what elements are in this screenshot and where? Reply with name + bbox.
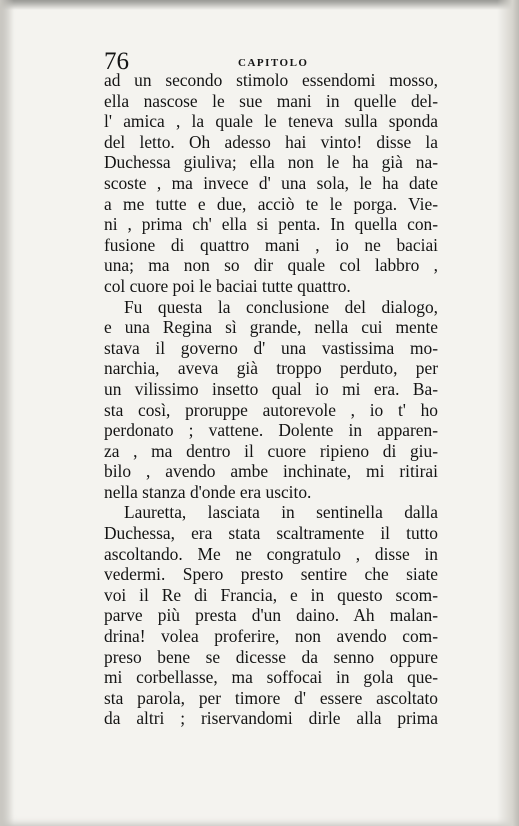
text-line: ascoltando. Me ne congratulo , disse in [104,543,438,564]
text-line: drina! volea proferire, non avendo com- [104,626,438,647]
text-line: da altri ; riservandomi dirle alla prima [104,708,438,729]
paragraph [104,70,438,297]
paragraph [104,297,438,503]
text-line: perdonato ; vattene. Dolente in apparen- [104,420,438,441]
text-line: Duchessa giuliva; ella non le ha già na- [104,152,438,173]
text-line: a me tutte e due, acciò te le porga. Vie- [104,193,438,214]
text-line: stava il governo d' una vastissima mo- [104,337,438,358]
text-line: l' amica , la quale le teneva sulla sponda [104,111,438,132]
paragraph [104,502,438,729]
page-gutter-shadow [0,0,14,826]
text-line: Lauretta, lasciata in sentinella dalla [124,502,438,523]
text-line: narchia, aveva già troppo perduto, per [104,358,438,379]
text-line: nella stanza d'onde era uscito. [104,481,312,502]
text-line: za , ma dentro il cuore ripieno di giu- [104,440,438,461]
text-line: sta parola, per timore d' essere ascoltato [104,687,438,708]
page-number: 76 [104,48,129,75]
text-line: sta così, proruppe autorevole , io t' ho [104,399,438,420]
text-line: voi il Re di Francia, e in questo scom- [104,584,438,605]
text-line: del letto. Oh adesso hai vinto! disse la [104,131,438,152]
text-line: parve più presta d'un daino. Ah malan- [104,605,438,626]
text-line: vedermi. Spero presto sentire che siate [104,564,438,585]
text-line: mi corbellasse, ma soffocai in gola que- [104,667,438,688]
text-line: fusione di quattro mani , io ne baciai [104,234,438,255]
text-line: ni , prima ch' ella si penta. In quella con- [104,214,438,235]
text-line: e una Regina sì grande, nella cui mente [104,317,438,338]
text-line: scoste , ma invece d' una sola, le ha date [104,172,438,193]
text-line: bilo , avendo ambe inchinate, mi ritirai [104,461,438,482]
text-line: preso bene se dicesse da senno oppure [104,646,438,667]
text-line: ad un secondo stimolo essendomi mosso, [104,70,438,90]
page-top-shadow [0,0,519,10]
page-edge-shadow [497,0,519,826]
body-text [104,70,438,729]
text-line: Duchessa, era stata scaltramente il tutto [104,523,438,544]
text-line: col cuore poi le baciai tutte quattro. [104,275,351,296]
text-line: Fu questa la conclusione del dialogo, [124,296,438,317]
running-head: CAPITOLO [238,57,309,69]
text-line: ella nascose le sue mani in quelle del- [104,90,438,111]
text-line: un vilissimo insetto qual io mi era. Ba- [104,378,438,399]
text-line: una; ma non so dir quale col labbro , [104,255,438,276]
